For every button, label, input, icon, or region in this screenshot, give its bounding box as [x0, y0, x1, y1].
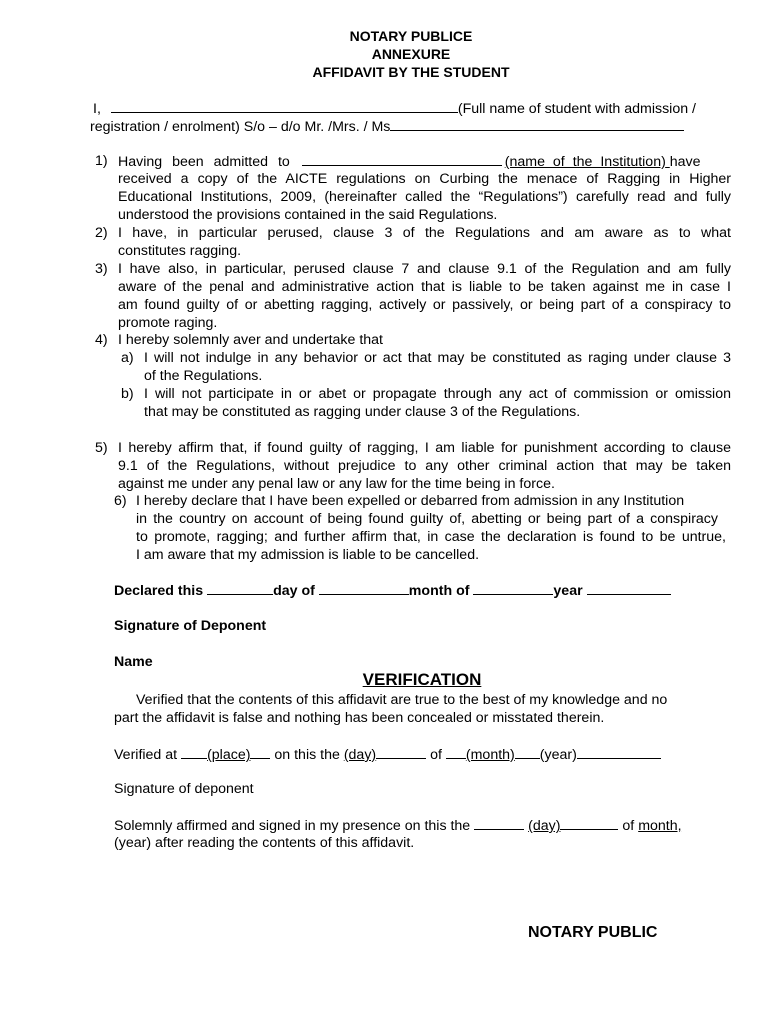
full-name-hint: (Full name of student with admission / [457, 101, 696, 117]
declared-day-blank [207, 581, 273, 595]
item-number-b: b) [121, 386, 134, 402]
item-5-line-3: against me under any penal law or any law for the time being in force. [118, 476, 555, 492]
day-blank [376, 745, 426, 759]
header-affidavit-title: AFFIDAVIT BY THE STUDENT [312, 64, 510, 80]
item-6-line-1: I hereby declare that I have been expelled or debarred from admission in any Institution [136, 493, 685, 509]
item-number-4: 4) [95, 332, 108, 348]
item-5-line-2: 9.1 of the Regulations, without prejudice to any other criminal action that may be taken [118, 458, 731, 474]
student-name-blank [111, 99, 458, 113]
signature-of-deponent-label: Signature of Deponent [114, 618, 267, 634]
item-6-line-4: I am aware that my admission is liable to be cancelled. [136, 547, 480, 563]
declared-year-value-blank [587, 581, 671, 595]
solemnly-affirmed-line-2: (year) after reading the contents of this affidavit. [114, 835, 415, 851]
item-3-line-3: am found guilty of or abetting ragging, actively or passively, or being part of a conspiracy to [118, 297, 731, 313]
notary-public-footer: NOTARY PUBLIC [528, 924, 658, 941]
verification-line-2: part the affidavit is false and nothing has been concealed or misstated therein. [114, 710, 605, 726]
item-number-2: 2) [95, 225, 108, 241]
item-3-line-2: aware of the penal and administrative action that is liable to be taken against me in case I [118, 279, 731, 295]
place-blank [250, 745, 270, 759]
item-1-line-3: Educational Institutions, 2009, (hereinafter called the “Regulations”) carefully read and fully [118, 189, 731, 205]
item-2-line-2: constitutes ragging. [118, 243, 242, 259]
item-number-5: 5) [95, 440, 108, 456]
item-3-line-4: promote raging. [118, 315, 218, 331]
verification-line-1: Verified that the contents of this affidavit are true to the best of my knowledge and no [136, 692, 668, 708]
intro-line-1: I, (Full name of student with admission / [93, 101, 696, 117]
item-1-line-4: understood the provisions contained in the said Regulations. [118, 207, 498, 223]
item-3-line-1: I have also, in particular, perused clause 7 and clause 9.1 of the Regulation and am fully [118, 261, 731, 277]
year-hint: (year) [539, 747, 577, 763]
item-4-line-1: I hereby solemnly aver and undertake that [118, 332, 383, 348]
month-hint: (month) [465, 747, 515, 763]
item-b-line-1: I will not participate in or abet or propagate through any act of commission or omission [144, 386, 731, 402]
header-annexure: ANNEXURE [371, 46, 451, 62]
item-number-6: 6) [114, 493, 127, 509]
place-hint: (place) [207, 747, 251, 763]
header-notary: NOTARY PUBLICE [349, 28, 473, 44]
item-6-line-3: to promote, ragging; and further affirm that, in case the declaration is found to be untrue, [136, 529, 726, 545]
item-b-line-2: that may be constituted as ragging under clause 3 of the Regulations. [144, 404, 581, 420]
solemn-day-hint: (day) [528, 818, 561, 834]
verified-at-line: Verified at (place) on this the (day) of (month) (year) [114, 745, 661, 764]
signature-of-deponent-verification: Signature of deponent [114, 781, 254, 797]
solemn-month-hint: month, [638, 818, 682, 834]
institution-hint: (name of the Institution) [504, 154, 666, 170]
declared-year-blank [473, 581, 553, 595]
solemnly-affirmed-line: Solemnly affirmed and signed in my presence on this the (day) of month, [114, 818, 682, 834]
parent-name-blank [390, 117, 684, 131]
institution-blank [302, 152, 502, 166]
item-2-line-1: I have, in particular perused, clause 3 of the Regulations and am aware as to what [118, 225, 731, 241]
item-number-a: a) [121, 350, 134, 366]
item-6-line-2: in the country on account of being found guilty of, abetting or being part of a conspiracy [136, 511, 718, 527]
year-blank [577, 745, 661, 759]
day-hint: (day) [343, 747, 377, 763]
solemn-day-blank [560, 816, 618, 830]
item-a-line-1: I will not indulge in any behavior or act that may be constituted as raging under clause 3 [144, 350, 731, 366]
item-1-line-2: received a copy of the AICTE regulations on Curbing the menace of Ragging in Higher [118, 171, 731, 187]
name-label: Name [114, 654, 153, 670]
item-number-1: 1) [95, 153, 108, 169]
intro-line-2: registration / enrolment) S/o – d/o Mr. /Mrs. / Ms [90, 117, 684, 136]
item-number-3: 3) [95, 261, 108, 277]
item-a-line-2: of the Regulations. [144, 368, 263, 384]
declared-line: Declared this day of month of year [114, 581, 671, 600]
item-1-line-1: Having been admitted to (name of the Institution) have [118, 154, 701, 170]
declared-month-blank [319, 581, 409, 595]
month-blank [515, 745, 540, 759]
item-5-line-1: I hereby affirm that, if found guilty of ragging, I am liable for punishment according to clause [118, 440, 731, 456]
verification-title: VERIFICATION [362, 670, 482, 689]
